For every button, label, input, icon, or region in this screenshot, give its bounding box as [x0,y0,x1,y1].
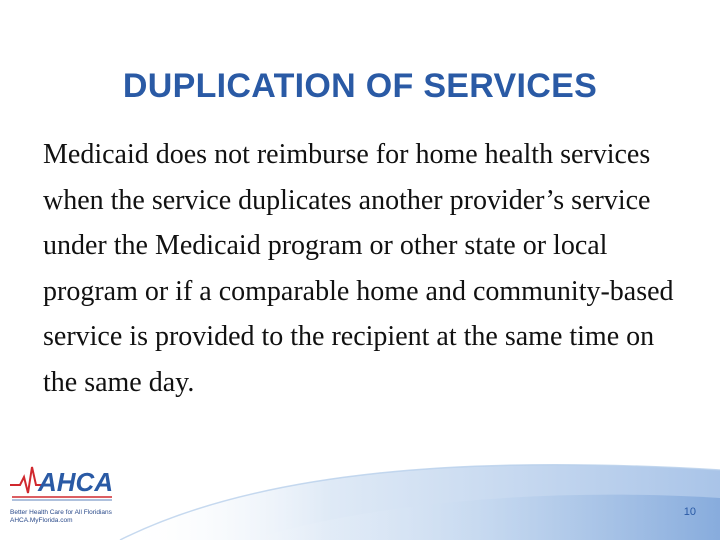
slide-title: DUPLICATION OF SERVICES [122,66,598,105]
slide-body-text: Medicaid does not reimburse for home health services when the service duplicates another provider’s service under the Medicaid program or other state or local program or if a comparable home and community-based service is provided to the recipient at the same time on the same day. [43,139,674,398]
logo-tagline-line2: AHCA.MyFlorida.com [10,517,73,524]
svg-text:AHCA: AHCA [38,467,114,497]
logo-tagline [10,509,112,525]
page-number: 10 [683,506,696,518]
logo-tagline-line1: Better Health Care for All Floridians [10,509,112,516]
